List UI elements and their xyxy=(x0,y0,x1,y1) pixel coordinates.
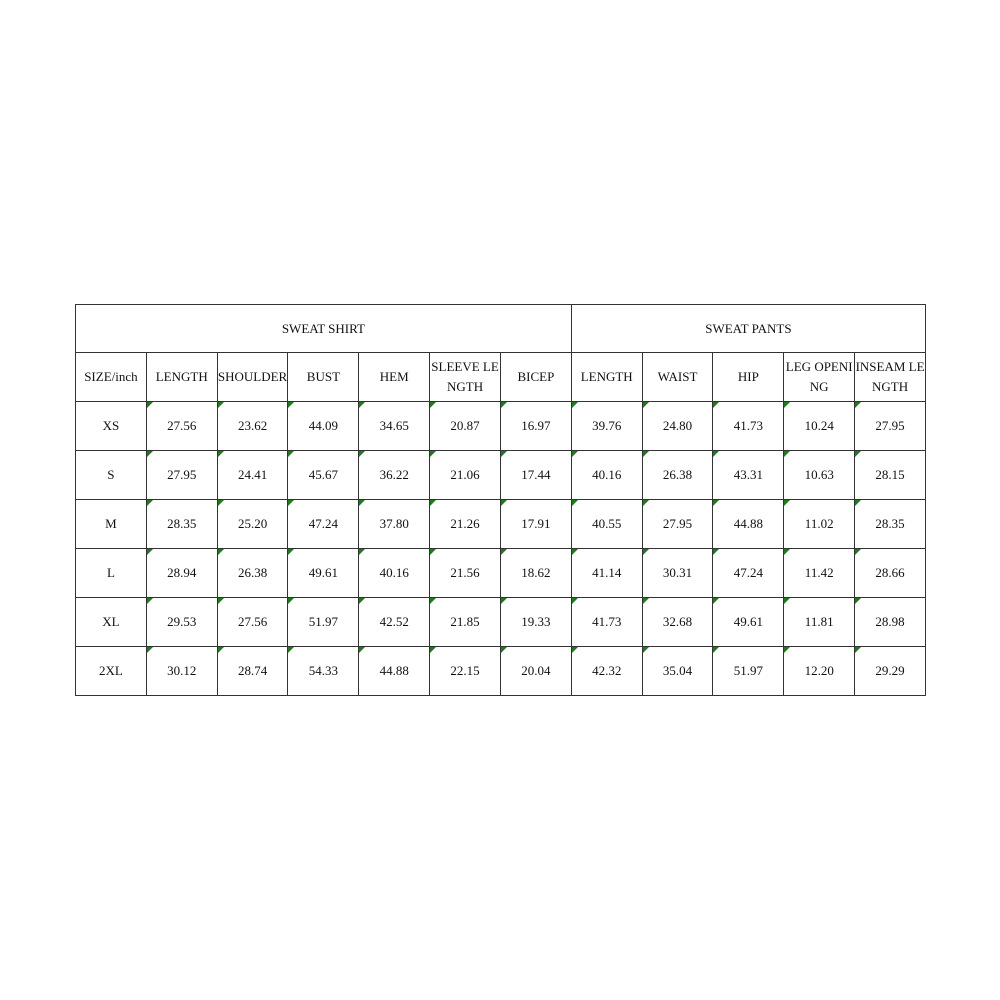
shirt-measurement-cell: 47.24 xyxy=(288,500,359,549)
shirt-measurement-cell: 21.06 xyxy=(430,451,501,500)
shirt-measurement-cell: 42.52 xyxy=(359,598,430,647)
size-chart-body xyxy=(76,305,926,696)
shirt-measurement-cell: 28.74 xyxy=(217,647,288,696)
table-row xyxy=(76,402,926,451)
pants-measurement-cell: 12.20 xyxy=(784,647,855,696)
pants-leg-opening-header: LEG OPENING xyxy=(784,353,855,402)
pants-measurement-cell: 30.31 xyxy=(642,549,713,598)
pants-waist-header: WAIST xyxy=(642,353,713,402)
shirt-bicep-header: BICEP xyxy=(500,353,571,402)
shirt-measurement-cell: 25.20 xyxy=(217,500,288,549)
shirt-measurement-cell: 44.09 xyxy=(288,402,359,451)
shirt-measurement-cell: 26.38 xyxy=(217,549,288,598)
shirt-measurement-cell: 29.53 xyxy=(146,598,217,647)
pants-measurement-cell: 44.88 xyxy=(713,500,784,549)
pants-measurement-cell: 41.73 xyxy=(713,402,784,451)
pants-measurement-cell: 40.16 xyxy=(571,451,642,500)
sweat-pants-group-header: SWEAT PANTS xyxy=(571,305,925,353)
shirt-measurement-cell: 34.65 xyxy=(359,402,430,451)
table-row xyxy=(76,451,926,500)
shirt-measurement-cell: 17.44 xyxy=(500,451,571,500)
table-row xyxy=(76,647,926,696)
pants-measurement-cell: 32.68 xyxy=(642,598,713,647)
shirt-shoulder-header: SHOULDER xyxy=(217,353,288,402)
table-row xyxy=(76,549,926,598)
table-row xyxy=(76,598,926,647)
pants-measurement-cell: 42.32 xyxy=(571,647,642,696)
shirt-measurement-cell: 20.04 xyxy=(500,647,571,696)
pants-measurement-cell: 28.66 xyxy=(855,549,926,598)
pants-measurement-cell: 27.95 xyxy=(642,500,713,549)
size-column-header: SIZE/inch xyxy=(76,353,147,402)
pants-measurement-cell: 27.95 xyxy=(855,402,926,451)
shirt-measurement-cell: 21.26 xyxy=(430,500,501,549)
shirt-sleeve-length-header: SLEEVE LENGTH xyxy=(430,353,501,402)
pants-measurement-cell: 51.97 xyxy=(713,647,784,696)
size-label-cell: XL xyxy=(76,598,147,647)
shirt-measurement-cell: 40.16 xyxy=(359,549,430,598)
shirt-measurement-cell: 27.95 xyxy=(146,451,217,500)
size-label-cell: L xyxy=(76,549,147,598)
shirt-hem-header: HEM xyxy=(359,353,430,402)
pants-measurement-cell: 43.31 xyxy=(713,451,784,500)
size-label-cell: M xyxy=(76,500,147,549)
shirt-measurement-cell: 28.35 xyxy=(146,500,217,549)
pants-measurement-cell: 11.81 xyxy=(784,598,855,647)
shirt-measurement-cell: 45.67 xyxy=(288,451,359,500)
size-chart-table xyxy=(75,304,926,696)
shirt-length-header: LENGTH xyxy=(146,353,217,402)
shirt-measurement-cell: 19.33 xyxy=(500,598,571,647)
pants-measurement-cell: 11.02 xyxy=(784,500,855,549)
pants-measurement-cell: 49.61 xyxy=(713,598,784,647)
group-header-row xyxy=(76,305,926,353)
shirt-measurement-cell: 23.62 xyxy=(217,402,288,451)
pants-measurement-cell: 26.38 xyxy=(642,451,713,500)
sweat-shirt-group-header: SWEAT SHIRT xyxy=(76,305,572,353)
pants-measurement-cell: 28.98 xyxy=(855,598,926,647)
shirt-measurement-cell: 27.56 xyxy=(146,402,217,451)
shirt-measurement-cell: 17.91 xyxy=(500,500,571,549)
shirt-measurement-cell: 16.97 xyxy=(500,402,571,451)
size-label-cell: XS xyxy=(76,402,147,451)
pants-measurement-cell: 28.15 xyxy=(855,451,926,500)
pants-measurement-cell: 39.76 xyxy=(571,402,642,451)
pants-measurement-cell: 40.55 xyxy=(571,500,642,549)
pants-measurement-cell: 29.29 xyxy=(855,647,926,696)
shirt-measurement-cell: 49.61 xyxy=(288,549,359,598)
pants-measurement-cell: 47.24 xyxy=(713,549,784,598)
shirt-measurement-cell: 44.88 xyxy=(359,647,430,696)
pants-inseam-length-header: INSEAM LENGTH xyxy=(855,353,926,402)
pants-length-header: LENGTH xyxy=(571,353,642,402)
shirt-measurement-cell: 37.80 xyxy=(359,500,430,549)
shirt-measurement-cell: 24.41 xyxy=(217,451,288,500)
pants-measurement-cell: 28.35 xyxy=(855,500,926,549)
shirt-measurement-cell: 20.87 xyxy=(430,402,501,451)
pants-measurement-cell: 11.42 xyxy=(784,549,855,598)
shirt-measurement-cell: 28.94 xyxy=(146,549,217,598)
shirt-measurement-cell: 22.15 xyxy=(430,647,501,696)
shirt-measurement-cell: 18.62 xyxy=(500,549,571,598)
pants-measurement-cell: 24.80 xyxy=(642,402,713,451)
shirt-bust-header: BUST xyxy=(288,353,359,402)
pants-measurement-cell: 10.63 xyxy=(784,451,855,500)
shirt-measurement-cell: 27.56 xyxy=(217,598,288,647)
pants-measurement-cell: 35.04 xyxy=(642,647,713,696)
pants-measurement-cell: 41.14 xyxy=(571,549,642,598)
shirt-measurement-cell: 54.33 xyxy=(288,647,359,696)
pants-measurement-cell: 41.73 xyxy=(571,598,642,647)
shirt-measurement-cell: 21.85 xyxy=(430,598,501,647)
pants-hip-header: HIP xyxy=(713,353,784,402)
column-header-row xyxy=(76,353,926,402)
shirt-measurement-cell: 51.97 xyxy=(288,598,359,647)
size-label-cell: S xyxy=(76,451,147,500)
shirt-measurement-cell: 36.22 xyxy=(359,451,430,500)
shirt-measurement-cell: 30.12 xyxy=(146,647,217,696)
shirt-measurement-cell: 21.56 xyxy=(430,549,501,598)
size-label-cell: 2XL xyxy=(76,647,147,696)
pants-measurement-cell: 10.24 xyxy=(784,402,855,451)
table-row xyxy=(76,500,926,549)
